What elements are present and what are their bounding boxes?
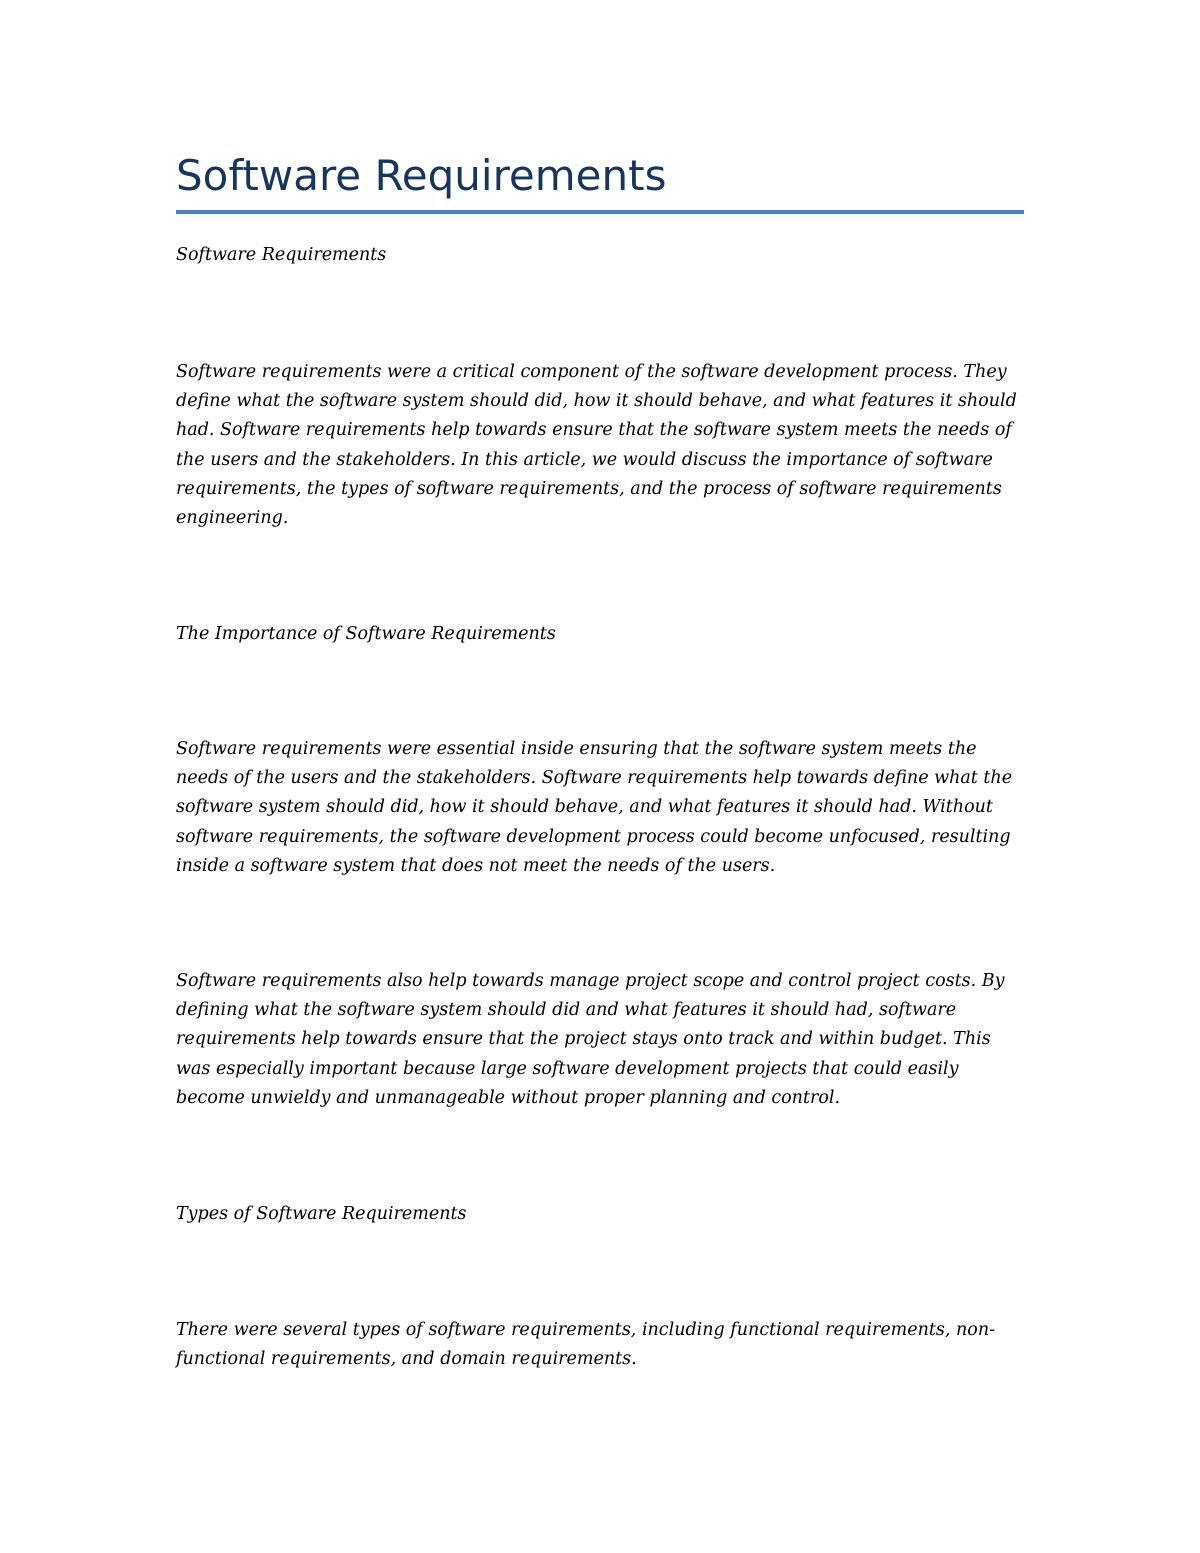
paragraph-line: Software requirements also help towards manage project scope and control project costs. By — [176, 971, 1005, 991]
document-title: Software Requirements — [176, 151, 667, 200]
document-subtitle: Software Requirements — [176, 245, 387, 265]
paragraph-line: Software requirements were a critical component of the software development process. They — [176, 362, 1007, 382]
paragraph-line: engineering. — [176, 508, 289, 529]
paragraph-line: defining what the software system should did and what features it should had, software — [176, 1000, 957, 1021]
paragraph-line: requirements help towards ensure that the project stays onto track and within budget. This — [176, 1029, 991, 1050]
title-underline-rule — [176, 210, 1024, 214]
section-heading-types: Types of Software Requirements — [176, 1204, 467, 1224]
types-paragraph-1 — [176, 1316, 1024, 1374]
importance-paragraph-1 — [176, 735, 1024, 881]
paragraph-line: functional requirements, and domain requirements. — [176, 1349, 637, 1370]
paragraph-line: requirements, the types of software requirements, and the process of software requirements — [176, 478, 1002, 499]
intro-paragraph — [176, 358, 1024, 533]
paragraph-line: software requirements, the software development process could become unfocused, resulting — [176, 826, 1011, 847]
paragraph-line: was especially important because large software development projects that could easily — [176, 1058, 959, 1079]
paragraph-line: define what the software system should did, how it should behave, and what features it should — [176, 391, 1017, 412]
importance-paragraph-2 — [176, 967, 1024, 1113]
paragraph-line: the users and the stakeholders. In this article, we would discuss the importance of software — [176, 449, 993, 470]
paragraph-line: There were several types of software requirements, including functional requirements, non- — [176, 1320, 996, 1340]
paragraph-line: software system should did, how it should behave, and what features it should had. Without — [176, 797, 993, 818]
paragraph-line: inside a software system that does not meet the needs of the users. — [176, 855, 776, 876]
paragraph-line: become unwieldy and unmanageable without proper planning and control. — [176, 1087, 841, 1108]
paragraph-line: had. Software requirements help towards ensure that the software system meets the needs of — [176, 420, 1012, 441]
paragraph-line: needs of the users and the stakeholders. Software requirements help towards define what the — [176, 768, 1013, 789]
section-heading-importance: The Importance of Software Requirements — [176, 624, 556, 644]
paragraph-line: Software requirements were essential inside ensuring that the software system meets the — [176, 739, 977, 759]
